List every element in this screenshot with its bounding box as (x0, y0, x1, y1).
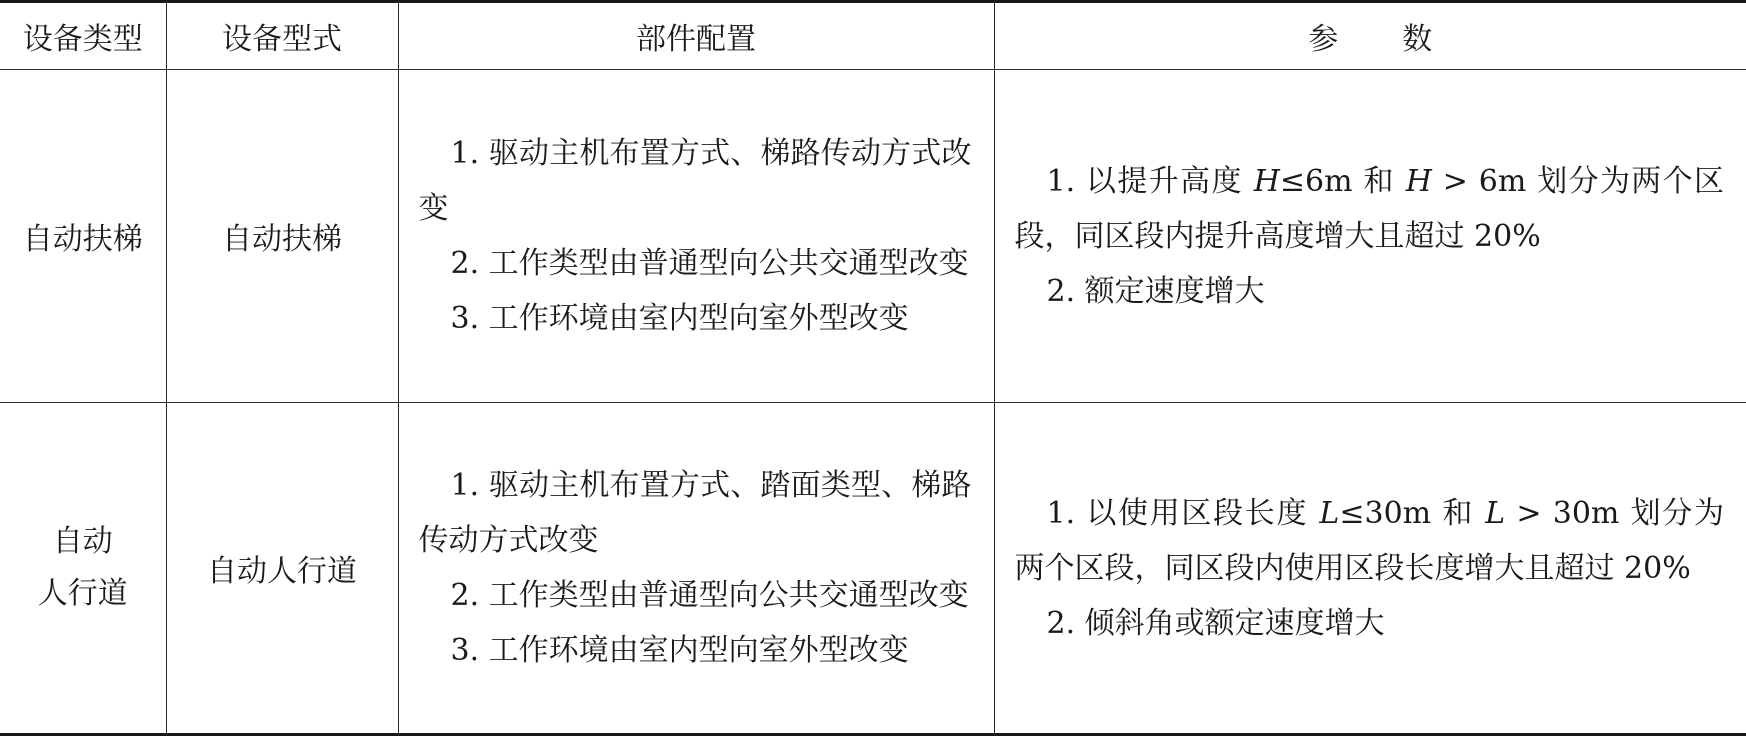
param-variable: L (1319, 495, 1340, 531)
param-text: > 6m 划分为两个区段，同区段内提升高度增大且超过 20% (1014, 163, 1725, 254)
parameter-item (1015, 154, 1725, 264)
param-text: > 30m 划分为两个区段，同区段内使用区段长度增大且超过 20% (1014, 495, 1724, 586)
cell-components (398, 403, 994, 735)
param-text: ≤30m 和 (1339, 495, 1486, 531)
header-device-type: 设备类型 (0, 2, 166, 70)
header-device-model: 设备型式 (166, 2, 398, 70)
component-item: 2. 工作类型由普通型向公共交通型改变 (450, 246, 969, 281)
cell-device-type (0, 70, 166, 403)
header-component-config: 部件配置 (398, 2, 994, 70)
device-type-line1: 自动扶梯 (22, 222, 143, 257)
cell-device-type (0, 403, 166, 735)
cell-parameters (994, 403, 1746, 735)
device-type-line2: 人行道 (37, 576, 128, 611)
component-item: 3. 工作环境由室内型向室外型改变 (450, 301, 909, 336)
header-parameters-right: 数 (1402, 22, 1433, 57)
component-item: 2. 工作类型由普通型向公共交通型改变 (450, 578, 969, 613)
header-parameters-left: 参 (1308, 22, 1339, 57)
param-text: 1. 以提升高度 (1046, 163, 1254, 199)
component-item: 1. 驱动主机布置方式、踏面类型、梯路传动方式改变 (418, 468, 972, 558)
parameter-item: 2. 额定速度增大 (1046, 273, 1265, 309)
device-type-line1: 自动 (52, 524, 113, 559)
table-row-moving-walkway (0, 403, 1746, 735)
param-text: ≤6m 和 (1279, 163, 1406, 199)
cell-device-model: 自动扶梯 (166, 70, 398, 403)
header-parameters (994, 2, 1746, 70)
param-variable: H (1405, 163, 1432, 199)
param-variable: H (1253, 163, 1280, 199)
cell-parameters (994, 70, 1746, 403)
table-row-escalator (0, 70, 1746, 403)
cell-device-model: 自动人行道 (166, 403, 398, 735)
param-variable: L (1485, 495, 1506, 531)
component-item: 1. 驱动主机布置方式、梯路传动方式改变 (418, 136, 972, 226)
parameter-item: 2. 倾斜角或额定速度增大 (1046, 605, 1385, 641)
cell-components (398, 70, 994, 403)
parameter-item (1015, 486, 1725, 596)
component-item: 3. 工作环境由室内型向室外型改变 (450, 633, 909, 668)
param-text: 1. 以使用区段长度 (1046, 495, 1320, 531)
table-header-row (0, 2, 1746, 70)
